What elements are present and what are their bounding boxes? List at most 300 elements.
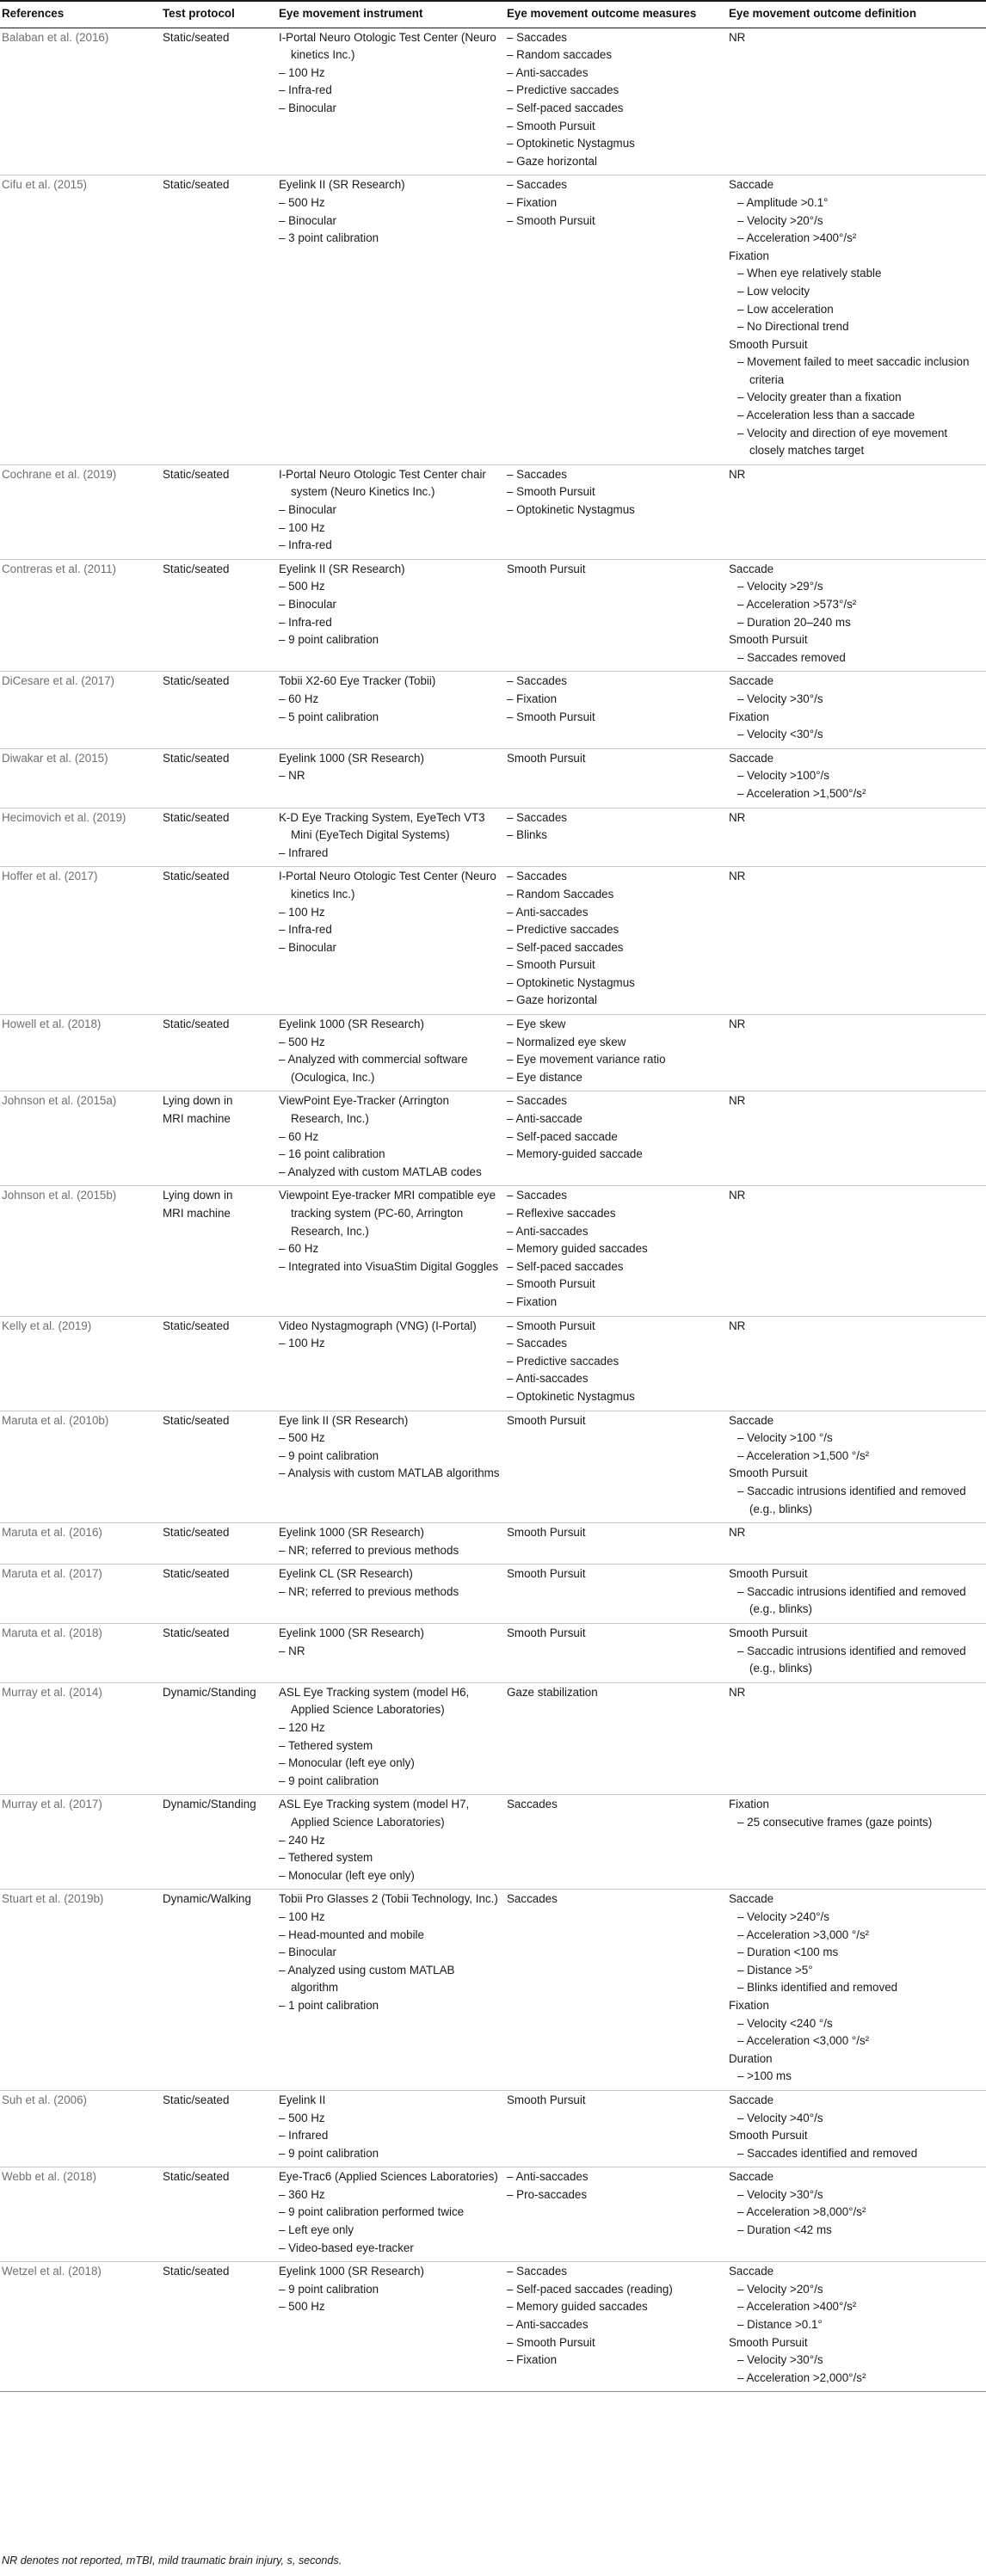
definition-line-text: Velocity >30°/s	[747, 2353, 823, 2367]
instrument-line	[279, 1997, 503, 2015]
definition-line-text: Velocity >100 °/s	[747, 1431, 833, 1445]
bullet-dash: –	[279, 1337, 289, 1350]
protocol-text: MRI machine	[163, 1207, 231, 1220]
protocol-text: Static/seated	[163, 674, 230, 688]
measure-item	[507, 2092, 725, 2110]
measures-cell	[505, 748, 727, 808]
table-row	[0, 1890, 986, 2091]
definition-line	[729, 578, 984, 596]
definition-line-text: Saccadic intrusions identified and removed (e.g., blinks)	[747, 1484, 966, 1515]
table-row	[0, 672, 986, 748]
table-row	[0, 2262, 986, 2392]
protocol-cell	[161, 28, 277, 175]
definition-line-text: Acceleration >3,000 °/s²	[746, 1927, 870, 1941]
bullet-dash: –	[737, 2223, 748, 2237]
bullet-dash: –	[279, 580, 289, 593]
instrument-cell	[277, 1091, 505, 1186]
measure-item	[507, 1684, 725, 1702]
bullet-dash: –	[737, 2300, 747, 2314]
measure-item	[507, 809, 725, 827]
bullet-dash: –	[737, 1431, 748, 1445]
instrument-line-text: Infra-red	[288, 83, 332, 97]
instrument-line-text: 60 Hz	[288, 1129, 319, 1143]
instrument-line-text: Eyelink 1000 (SR Research)	[279, 1017, 424, 1031]
measure-item	[507, 118, 725, 136]
bullet-dash: –	[279, 1466, 288, 1480]
instrument-line	[279, 939, 503, 957]
instrument-cell	[277, 1624, 505, 1683]
definition-line	[729, 561, 984, 579]
measure-item	[507, 1891, 725, 1909]
instrument-line-text: 500 Hz	[288, 580, 325, 593]
instrument-line	[279, 1335, 503, 1353]
reference-cell: Contreras et al. (2011)	[0, 559, 161, 672]
definition-line	[729, 2370, 984, 2388]
bullet-dash: –	[507, 1294, 517, 1308]
definition-line	[729, 1643, 984, 1678]
reference-cell: Maruta et al. (2016)	[0, 1523, 161, 1565]
table-row	[0, 748, 986, 808]
bullet-dash: –	[279, 1242, 289, 1256]
measure-item	[507, 939, 725, 957]
reference-cell: Diwakar et al. (2015)	[0, 748, 161, 808]
definition-cell	[727, 2167, 986, 2262]
definition-line-text: NR	[729, 870, 746, 883]
definition-line	[729, 809, 984, 827]
bullet-dash: –	[507, 119, 517, 132]
bullet-dash: –	[507, 2187, 517, 2201]
definition-cell	[727, 1682, 986, 1795]
bullet-dash: –	[737, 426, 748, 440]
definition-cell	[727, 2090, 986, 2167]
definition-line	[729, 1016, 984, 1034]
definition-cell	[727, 2262, 986, 2392]
protocol-cell	[161, 1411, 277, 1523]
measure-item-text: Smooth Pursuit	[507, 751, 586, 765]
definition-line	[729, 785, 984, 803]
protocol-text: Static/seated	[163, 1626, 230, 1640]
definition-line	[729, 1979, 984, 1997]
instrument-line	[279, 176, 503, 194]
instrument-line	[279, 921, 503, 939]
instrument-line	[279, 596, 503, 614]
table-row	[0, 1411, 986, 1523]
bullet-dash: –	[507, 1112, 516, 1126]
measure-item-text: Predictive saccades	[516, 923, 619, 937]
table-footnote: NR denotes not reported, mTBI, mild traumatic brain injury, s, seconds.	[2, 2554, 342, 2567]
instrument-cell	[277, 2262, 505, 2392]
instrument-line-text: K-D Eye Tracking System, EyeTech VT3 Mini (EyeTech Digital Systems)	[279, 810, 485, 842]
measures-cell	[505, 1890, 727, 2091]
definition-line-text: Velocity <30°/s	[747, 728, 823, 741]
bullet-dash: –	[737, 1927, 747, 1941]
definition-line-text: When eye relatively stable	[747, 267, 882, 280]
bullet-dash: –	[507, 2265, 517, 2278]
measure-item	[507, 1092, 725, 1110]
reference-cell: Hoffer et al. (2017)	[0, 867, 161, 1015]
measure-item	[507, 1412, 725, 1430]
protocol-cell	[161, 2090, 277, 2167]
definition-line	[729, 2127, 984, 2145]
header-instrument: Eye movement instrument	[277, 1, 505, 28]
definition-cell	[727, 175, 986, 465]
table-row	[0, 464, 986, 559]
instrument-cell	[277, 1682, 505, 1795]
bullet-dash: –	[279, 101, 289, 114]
table-row	[0, 808, 986, 867]
bullet-dash: –	[279, 940, 289, 954]
reference-cell: Cochrane et al. (2019)	[0, 464, 161, 559]
instrument-line-text: Video-based eye-tracker	[288, 2241, 414, 2254]
definition-line	[729, 673, 984, 691]
measures-cell	[505, 1411, 727, 1523]
measure-item-text: Self-paced saccades	[516, 101, 624, 114]
definition-line-text: Low acceleration	[747, 302, 834, 316]
instrument-line	[279, 1051, 503, 1086]
definition-line-text: Smooth Pursuit	[729, 1626, 808, 1640]
bullet-dash: –	[279, 1543, 289, 1557]
instrument-line-text: 500 Hz	[288, 195, 325, 209]
bullet-dash: –	[279, 1035, 289, 1048]
instrument-line-text: 500 Hz	[288, 2111, 325, 2124]
instrument-line	[279, 1318, 503, 1336]
measure-item	[507, 100, 725, 118]
instrument-line	[279, 2145, 503, 2163]
measure-item	[507, 1016, 725, 1034]
definition-line-text: Saccadic intrusions identified and removed (e.g., blinks)	[747, 1644, 966, 1675]
bullet-dash: –	[507, 154, 517, 168]
measure-item	[507, 1524, 725, 1542]
instrument-line	[279, 561, 503, 579]
bullet-dash: –	[737, 390, 748, 404]
bullet-dash: –	[737, 1909, 748, 1923]
instrument-line-text: NR	[288, 1644, 305, 1657]
instrument-cell	[277, 1015, 505, 1091]
bullet-dash: –	[279, 1738, 288, 1752]
bullet-dash: –	[737, 1448, 747, 1462]
measure-item	[507, 153, 725, 171]
bullet-dash: –	[507, 213, 517, 227]
bullet-dash: –	[279, 1129, 289, 1143]
instrument-cell	[277, 1523, 505, 1565]
definition-line	[729, 750, 984, 768]
measures-cell	[505, 2167, 727, 2262]
instrument-line	[279, 2186, 503, 2204]
instrument-line	[279, 501, 503, 520]
measure-item-text: Self-paced saccades (reading)	[516, 2282, 673, 2296]
definition-line	[729, 1684, 984, 1702]
definition-line	[729, 1944, 984, 1962]
measure-item	[507, 1128, 725, 1147]
instrument-line	[279, 1773, 503, 1791]
instrument-line-text: Eye-Trac6 (Applied Sciences Laboratories)	[279, 2170, 498, 2184]
measure-item	[507, 992, 725, 1010]
measures-cell	[505, 1015, 727, 1091]
definition-line	[729, 466, 984, 484]
measure-item	[507, 1335, 725, 1353]
measures-cell	[505, 1316, 727, 1411]
reference-cell: Murray et al. (2017)	[0, 1795, 161, 1890]
protocol-cell	[161, 1795, 277, 1890]
measure-item-text: Saccades	[507, 1798, 558, 1811]
bullet-dash: –	[279, 2205, 289, 2219]
definition-line-text: Acceleration >400°/s²	[746, 231, 857, 245]
definition-line	[729, 407, 984, 425]
instrument-line	[279, 29, 503, 65]
protocol-cell	[161, 1890, 277, 2091]
instrument-line-text: Video Nystagmograph (VNG) (I-Portal)	[279, 1319, 477, 1332]
definition-line	[729, 1625, 984, 1643]
measure-item-text: Anti-saccade	[515, 1112, 582, 1126]
bullet-dash: –	[737, 786, 747, 800]
bullet-dash: –	[507, 467, 517, 481]
header-row	[0, 1, 986, 28]
bullet-dash: –	[279, 1927, 289, 1941]
bullet-dash: –	[507, 1147, 517, 1161]
definition-line-text: Velocity greater than a fixation	[747, 390, 902, 404]
instrument-line	[279, 709, 503, 727]
protocol-text: Dynamic/Walking	[163, 1892, 251, 1906]
bullet-dash: –	[507, 503, 517, 517]
bullet-dash: –	[507, 923, 517, 937]
table-row	[0, 559, 986, 672]
instrument-line	[279, 2204, 503, 2222]
bullet-dash: –	[507, 958, 517, 972]
measures-cell	[505, 1795, 727, 1890]
instrument-line-text: Tobii X2-60 Eye Tracker (Tobii)	[279, 674, 436, 688]
definition-line	[729, 1796, 984, 1814]
measure-item-text: Anti-saccades	[515, 905, 589, 919]
instrument-line	[279, 1927, 503, 1945]
measure-item-text: Saccades	[516, 2265, 567, 2278]
instrument-line	[279, 466, 503, 501]
table-body	[0, 28, 986, 2392]
definition-line-text: Velocity >30°/s	[747, 2187, 823, 2201]
measure-item-text: Smooth Pursuit	[516, 958, 595, 972]
instrument-line-text: 60 Hz	[288, 1242, 319, 1256]
bullet-dash: –	[507, 1337, 517, 1350]
instrument-line-text: 100 Hz	[288, 520, 325, 534]
bullet-dash: –	[279, 1147, 289, 1161]
instrument-line	[279, 809, 503, 845]
definition-line-text: Fixation	[729, 1998, 769, 2012]
bullet-dash: –	[279, 2223, 289, 2237]
measure-item-text: Smooth Pursuit	[507, 1626, 586, 1640]
bullet-dash: –	[507, 975, 517, 989]
table-row	[0, 1565, 986, 1624]
table-row	[0, 1316, 986, 1411]
definition-line	[729, 1465, 984, 1483]
measures-cell	[505, 2262, 727, 2392]
measure-item	[507, 1370, 725, 1388]
bullet-dash: –	[279, 2241, 289, 2254]
definition-line	[729, 2068, 984, 2086]
bullet-dash: –	[507, 1224, 516, 1238]
instrument-line	[279, 212, 503, 231]
bullet-dash: –	[507, 692, 517, 705]
measures-cell	[505, 808, 727, 867]
bullet-dash: –	[507, 2318, 516, 2332]
instrument-line-text: Binocular	[288, 940, 336, 954]
measure-item-text: Anti-saccades	[515, 2318, 589, 2332]
bullet-dash: –	[737, 2187, 748, 2201]
instrument-line	[279, 2263, 503, 2281]
measure-item	[507, 904, 725, 922]
measure-item-text: Saccades	[516, 810, 567, 824]
instrument-line	[279, 1796, 503, 1831]
definition-line-text: Smooth Pursuit	[729, 337, 808, 351]
bullet-dash: –	[737, 2069, 748, 2083]
bullet-dash: –	[279, 905, 289, 919]
bullet-dash: –	[279, 1448, 289, 1462]
bullet-dash: –	[507, 1017, 517, 1031]
measure-item-text: Pro-saccades	[516, 2187, 588, 2201]
definition-cell	[727, 559, 986, 672]
protocol-cell	[161, 1682, 277, 1795]
measure-item	[507, 1625, 725, 1643]
measure-item-text: Predictive saccades	[516, 83, 619, 97]
bullet-dash: –	[737, 1946, 748, 1959]
definition-line-text: Saccades removed	[747, 650, 846, 664]
measure-item	[507, 1223, 725, 1241]
instrument-cell	[277, 1565, 505, 1624]
bullet-dash: –	[507, 1277, 517, 1291]
bullet-dash: –	[507, 178, 517, 192]
protocol-cell	[161, 748, 277, 808]
protocol-cell	[161, 2262, 277, 2392]
measure-item-text: Eye skew	[516, 1017, 566, 1031]
instrument-cell	[277, 559, 505, 672]
bullet-dash: –	[737, 2016, 748, 2030]
bullet-dash: –	[507, 870, 517, 883]
instrument-line	[279, 1737, 503, 1755]
definition-cell	[727, 464, 986, 559]
measure-item	[507, 29, 725, 47]
instrument-cell	[277, 748, 505, 808]
definition-line	[729, 1448, 984, 1466]
instrument-line	[279, 1832, 503, 1850]
bullet-dash: –	[737, 267, 748, 280]
bullet-dash: –	[507, 993, 517, 1007]
definition-line	[729, 354, 984, 389]
measure-item-text: Anti-saccades	[515, 1224, 589, 1238]
measure-item	[507, 1294, 725, 1312]
bullet-dash: –	[737, 231, 747, 245]
measures-cell	[505, 867, 727, 1015]
protocol-text: Static/seated	[163, 810, 230, 824]
definition-line	[729, 1318, 984, 1336]
definition-cell	[727, 1890, 986, 2091]
instrument-line	[279, 2240, 503, 2258]
bullet-dash: –	[507, 485, 517, 499]
bullet-dash: –	[737, 355, 748, 369]
definition-line	[729, 2092, 984, 2110]
definition-line-text: NR	[729, 30, 746, 44]
protocol-cell	[161, 1523, 277, 1565]
measure-item-text: Saccades	[516, 674, 567, 688]
definition-line	[729, 614, 984, 632]
definition-line-text: Saccade	[729, 178, 774, 192]
bullet-dash: –	[737, 2318, 748, 2332]
measure-item-text: Gaze horizontal	[516, 154, 597, 168]
instrument-line-text: Monocular (left eye only)	[288, 1868, 415, 1882]
instrument-line	[279, 1755, 503, 1773]
instrument-line	[279, 1542, 503, 1560]
protocol-cell	[161, 559, 277, 672]
bullet-dash: –	[507, 101, 517, 114]
protocol-cell	[161, 464, 277, 559]
measure-item	[507, 1388, 725, 1406]
instrument-line	[279, 2110, 503, 2128]
bullet-dash: –	[737, 1963, 748, 1977]
protocol-text: Static/seated	[163, 751, 230, 765]
instrument-line-text: Eyelink II (SR Research)	[279, 562, 405, 575]
measures-cell	[505, 1091, 727, 1186]
protocol-cell	[161, 672, 277, 748]
reference-cell: Kelly et al. (2019)	[0, 1316, 161, 1411]
definition-line	[729, 2334, 984, 2352]
measure-item-text: Gaze stabilization	[507, 1685, 598, 1699]
definition-line-text: Smooth Pursuit	[729, 2335, 808, 2349]
instrument-line-text: Binocular	[288, 598, 336, 611]
measure-item	[507, 2316, 725, 2334]
instrument-line	[279, 1849, 503, 1867]
definition-line	[729, 596, 984, 614]
definition-line-text: Fixation	[729, 1798, 769, 1811]
bullet-dash: –	[507, 1389, 517, 1403]
definition-line-text: NR	[729, 1319, 746, 1332]
reference-cell: Johnson et al. (2015a)	[0, 1091, 161, 1186]
bullet-dash: –	[279, 1946, 289, 1959]
measure-item	[507, 212, 725, 231]
instrument-line	[279, 2092, 503, 2110]
definition-line-text: Saccade	[729, 674, 774, 688]
bullet-dash: –	[737, 1816, 748, 1829]
instrument-line-text: I-Portal Neuro Otologic Test Center (Neuro kinetics Inc.)	[279, 870, 496, 901]
reference-cell: Howell et al. (2018)	[0, 1015, 161, 1091]
definition-line-text: Velocity >100°/s	[747, 769, 829, 783]
instrument-line	[279, 1625, 503, 1643]
definition-line-text: Saccade	[729, 1892, 774, 1906]
measure-item	[507, 921, 725, 939]
instrument-line-text: Head-mounted and mobile	[288, 1927, 424, 1941]
definition-cell	[727, 1316, 986, 1411]
measure-item-text: Smooth Pursuit	[507, 2093, 586, 2106]
instrument-line	[279, 1412, 503, 1430]
definition-line	[729, 767, 984, 785]
measure-item	[507, 2352, 725, 2370]
reference-cell: Murray et al. (2014)	[0, 1682, 161, 1795]
definition-line	[729, 691, 984, 709]
instrument-line-text: Tobii Pro Glasses 2 (Tobii Technology, Inc.)	[279, 1892, 498, 1906]
measure-item-text: Fixation	[516, 2353, 558, 2367]
measure-item	[507, 2168, 725, 2186]
bullet-dash: –	[737, 1584, 748, 1598]
definition-line-text: Velocity >30°/s	[747, 692, 823, 705]
measure-item	[507, 709, 725, 727]
instrument-cell	[277, 1890, 505, 2091]
measure-item	[507, 2298, 725, 2316]
measure-item-text: Self-paced saccade	[516, 1129, 618, 1143]
instrument-line-text: Eyelink 1000 (SR Research)	[279, 1626, 424, 1640]
bullet-dash: –	[507, 65, 516, 79]
definition-line-text: NR	[729, 1526, 746, 1540]
measure-item	[507, 827, 725, 845]
bullet-dash: –	[279, 2300, 289, 2314]
definition-line-text: Saccades identified and removed	[747, 2146, 918, 2160]
measure-item-text: Reflexive saccades	[516, 1207, 616, 1220]
definition-line	[729, 2204, 984, 2222]
